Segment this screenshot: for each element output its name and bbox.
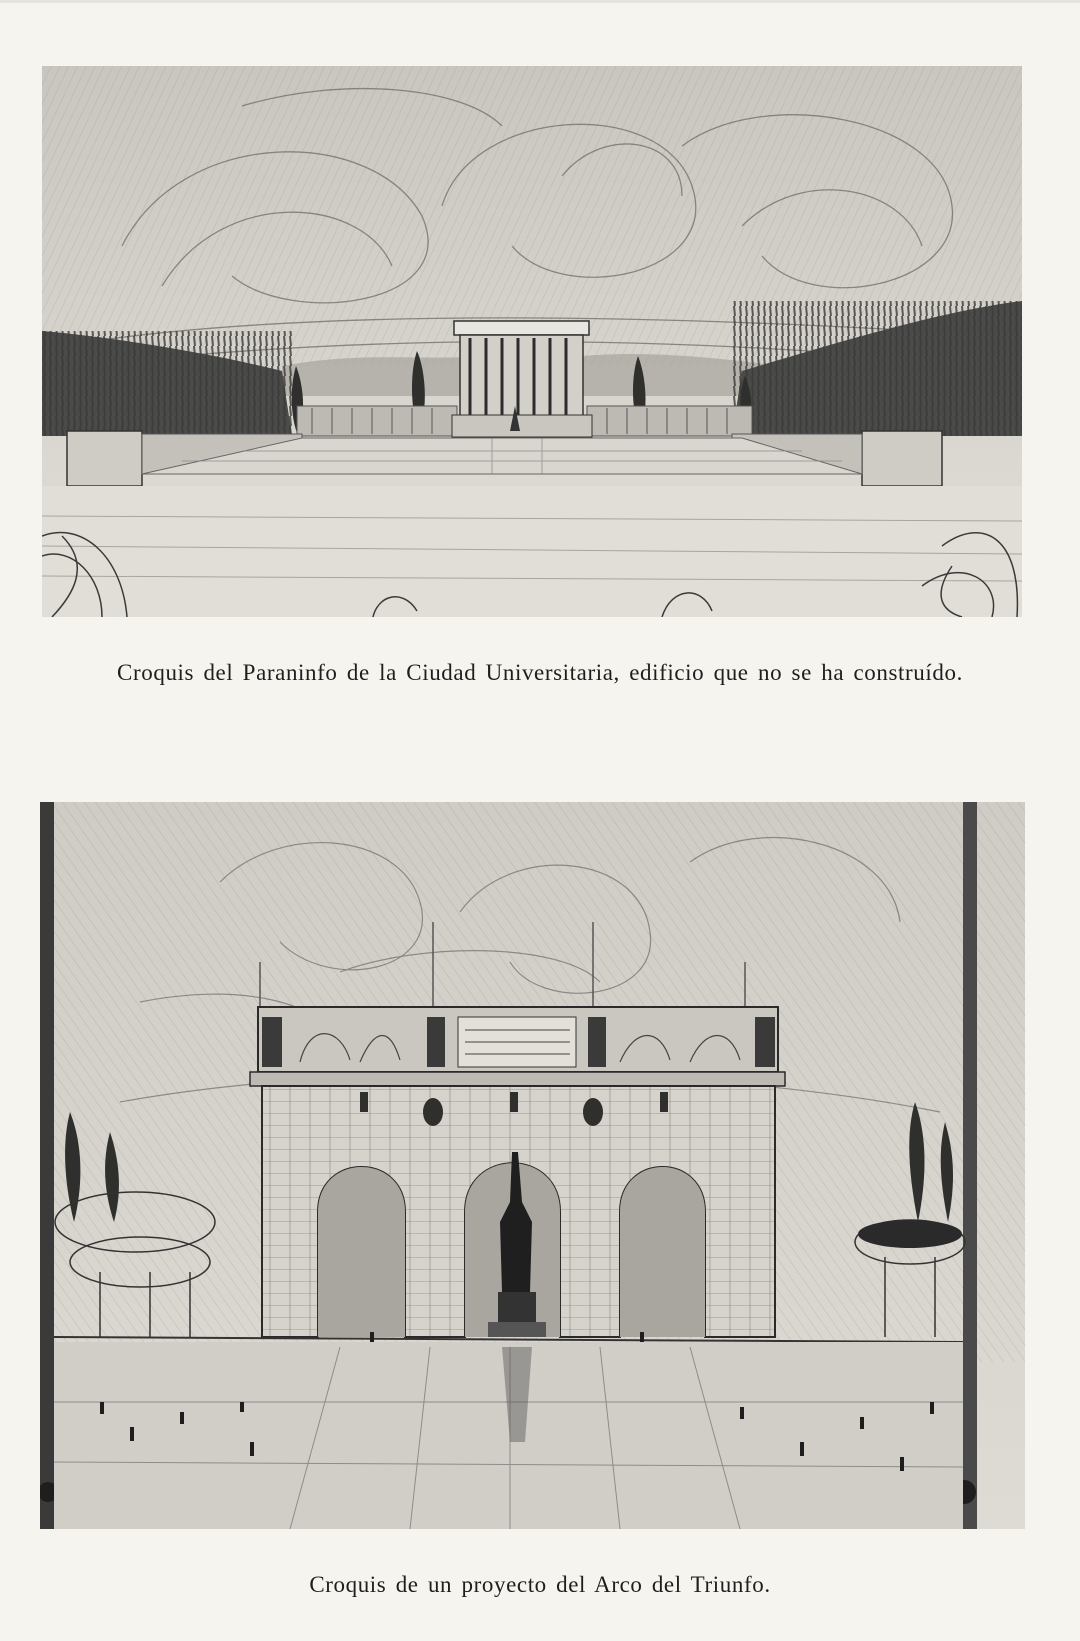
paraninfo-caption: Croquis del Paraninfo de la Ciudad Universitaria, edificio que no se ha construído.	[117, 660, 963, 685]
arco-del-triunfo-caption: Croquis de un proyecto del Arco del Triunfo.	[309, 1572, 771, 1597]
arco-del-triunfo-sketch-image	[40, 802, 1025, 1529]
paraninfo-sketch-image	[42, 66, 1022, 617]
page-top-edge	[0, 0, 1080, 3]
